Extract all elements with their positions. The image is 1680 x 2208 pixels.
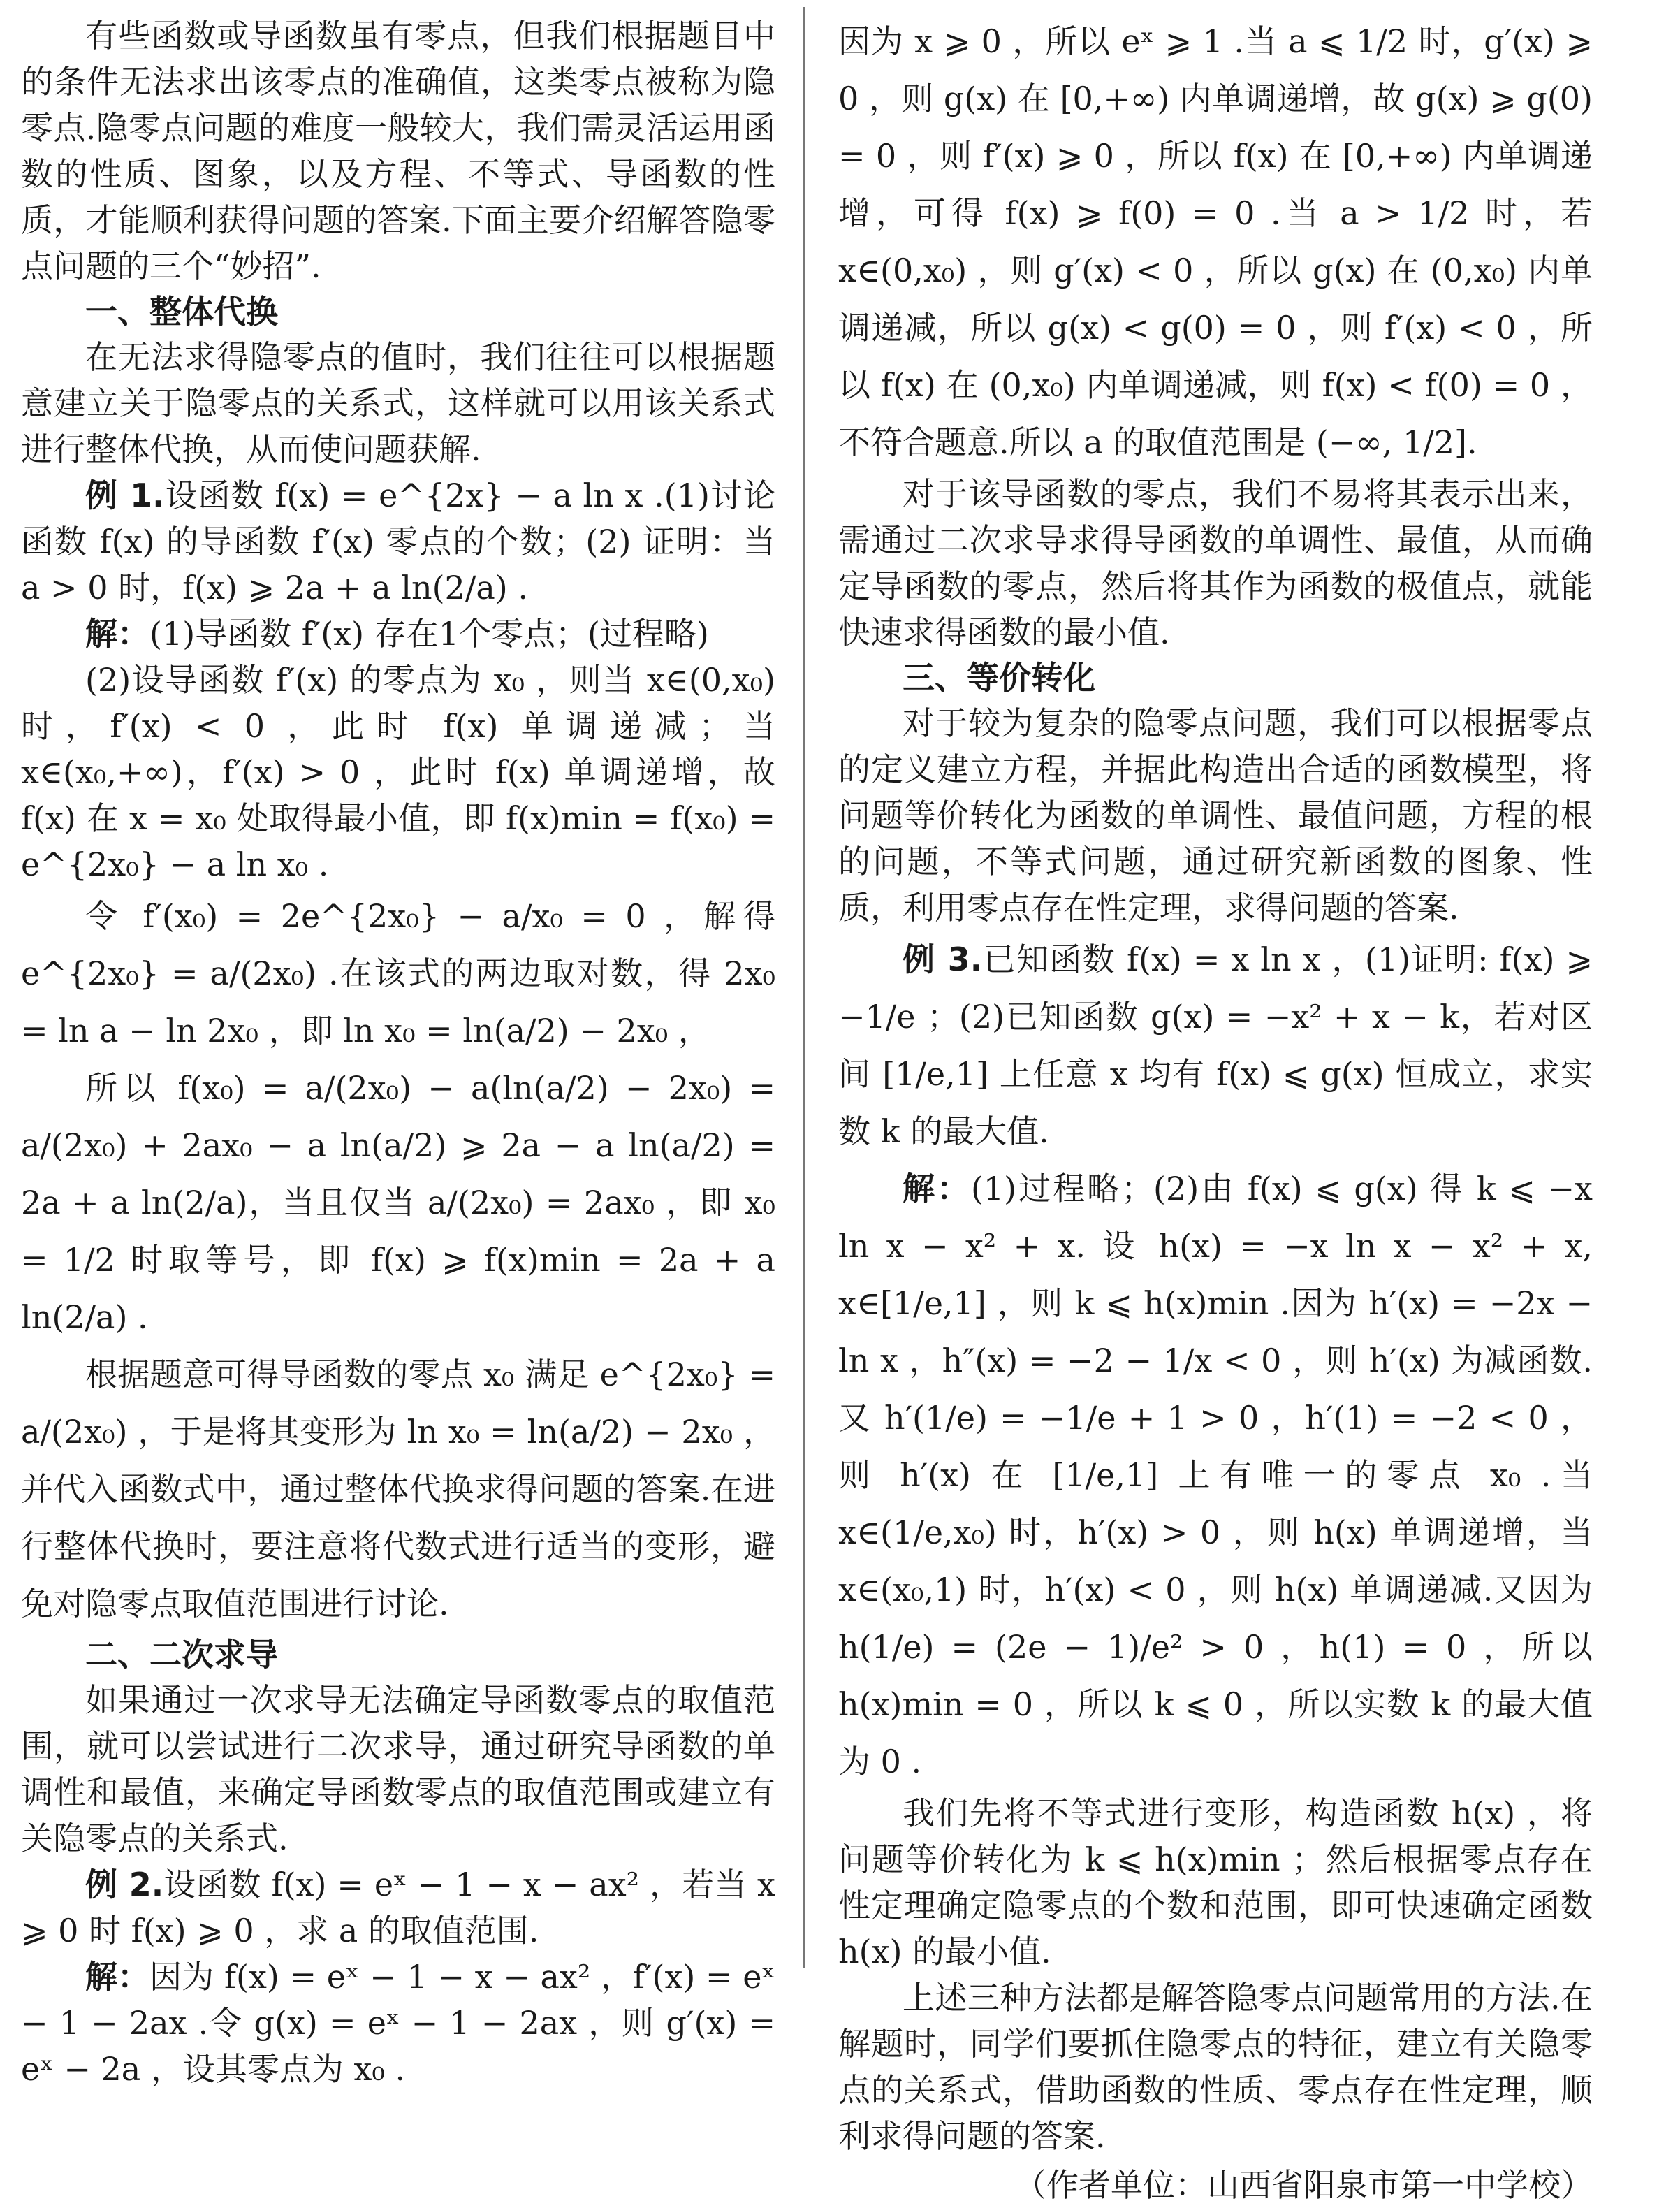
example-1-text: 设函数 f(x) = e^{2x} − a ln x .(1)讨论函数 f(x) 的导函数 f′(x) 零点的个数；(2) 证明：当 a > 0 时，f(x) ⩾ 2a + a ln(2/a) . — [21, 477, 776, 607]
example-1-label: 例 1. — [85, 477, 165, 514]
section-3-paragraph: 对于较为复杂的隐零点问题，我们可以根据零点的定义建立方程，并据此构造出合适的函数模型，将问题等价转化为函数的单调性、最值问题，方程的根的问题，不等式问题，通过研究新函数的图象、性质，利用零点存在性定理，求得问题的答案. — [838, 704, 1593, 927]
example-1 — [21, 472, 775, 611]
solution-3-label: 解： — [903, 1170, 971, 1207]
solution-1-part-2: (2)设导函数 f′(x) 的零点为 x₀ ，则当 x∈(0,x₀) 时，f′(x) < 0 ，此时 f(x) 单调递减；当 x∈(x₀,+∞)，f′(x) > 0 ，此时 f(x) 单调递增，故 f(x) 在 x = x₀ 处取得最小值，即 f(x)min = f(x₀) = e^{2x₀} − a ln x₀ . — [21, 661, 775, 883]
example-2-commentary: 对于该导函数的零点，我们不易将其表示出来，需通过二次求导求得导函数的单调性、最值，从而确定导函数的零点，然后将其作为函数的极值点，就能快速求得函数的最小值. — [838, 475, 1593, 651]
column-divider — [803, 7, 805, 1968]
author-affiliation: （作者单位：山西省阳泉市第一中学校） — [1014, 2166, 1593, 2204]
solution-2-label: 解： — [85, 1958, 150, 1996]
solution-1-label: 解： — [85, 615, 149, 653]
right-column — [838, 13, 1593, 2208]
example-2-label: 例 2. — [85, 1866, 164, 1903]
solution-1-part-4: 所以 f(x₀) = a/(2x₀) − a(ln(a/2) − 2x₀) = a/(2x₀) + 2ax₀ − a ln(a/2) ⩾ 2a − a ln(a/2) = 2a + a ln(2/a)，当且仅当 a/(2x₀) = 2ax₀ ，即 x₀ = 1/2 时取等号，即 f(x) ⩾ f(x)min = 2a + a ln(2/a) . — [21, 1069, 775, 1336]
solution-1-part-1-text: (1)导函数 f′(x) 存在1个零点；(过程略) — [149, 615, 709, 653]
intro-paragraph: 有些函数或导函数虽有零点，但我们根据题目中的条件无法求出该零点的准确值，这类零点被称为隐零点.隐零点问题的难度一般较大，我们需灵活运用函数的性质、图象，以及方程、不等式、导函数的性质，才能顺利获得问题的答案.下面主要介绍解答隐零点问题的三个“妙招”. — [21, 17, 775, 285]
solution-2-part-2: 因为 x ⩾ 0 ，所以 eˣ ⩾ 1 .当 a ⩽ 1/2 时，g′(x) ⩾ 0 ，则 g(x) 在 [0,+∞) 内单调递增，故 g(x) ⩾ g(0) = 0 ，则 f′(x) ⩾ 0 ，所以 f(x) 在 [0,+∞) 内单调递增，可得 f(x) ⩾ f(0) = 0 .当 a > 1/2 时，若 x∈(0,x₀) ，则 g′(x) < 0 ，所以 g(x) 在 (0,x₀) 内单调递减，所以 g(x) < g(0) = 0 ，则 f′(x) < 0 ，所以 f(x) 在 (0,x₀) 内单调递减，则 f(x) < f(0) = 0 ，不符合题意.所以 a 的取值范围是 (−∞, 1/2]. — [838, 22, 1593, 461]
example-1-commentary: 根据题意可得导函数的零点 x₀ 满足 e^{2x₀} = a/(2x₀) ，于是将其变形为 ln x₀ = ln(a/2) − 2x₀ ，并代入函数式中，通过整体代换求得问题的答案.在进行整体代换时，要注意将代数式进行适当的变形，避免对隐零点取值范围进行讨论. — [21, 1356, 775, 1622]
section-heading-1: 一、整体代换 — [85, 293, 278, 331]
solution-2-part-1-text: 因为 f(x) = eˣ − 1 − x − ax² ，f′(x) = eˣ − 1 − 2ax .令 g(x) = eˣ − 1 − 2ax ，则 g′(x) = eˣ − 2a ，设其零点为 x₀ . — [21, 1958, 775, 2088]
section-2-paragraph: 如果通过一次求导无法确定导函数零点的取值范围，就可以尝试进行二次求导，通过研究导函数的单调性和最值，来确定导函数零点的取值范围或建立有关隐零点的关系式. — [21, 1681, 775, 1857]
solution-3-text: (1)过程略；(2)由 f(x) ⩽ g(x) 得 k ⩽ −x ln x − x² + x. 设 h(x) = −x ln x − x² + x, x∈[1/e,1] ，则 k ⩽ h(x)min .因为 h′(x) = −2x − ln x ，h″(x) = −2 − 1/x < 0 ，则 h′(x) 为减函数.又 h′(1/e) = −1/e + 1 > 0 ，h′(1) = −2 < 0 ，则 h′(x) 在 [1/e,1] 上有唯一的零点 x₀ .当 x∈(1/e,x₀) 时，h′(x) > 0 ，则 h(x) 单调递增，当 x∈(x₀,1) 时，h′(x) < 0 ，则 h(x) 单调递减.又因为 h(1/e) = (2e − 1)/e² > 0 ，h(1) = 0 ，所以 h(x)min = 0 ，所以 k ⩽ 0 ，所以实数 k 的最大值为 0 . — [838, 1170, 1593, 1780]
example-2-text: 设函数 f(x) = eˣ − 1 − x − ax² ，若当 x ⩾ 0 时 f(x) ⩾ 0 ，求 a 的取值范围. — [21, 1866, 775, 1949]
section-1-paragraph: 在无法求得隐零点的值时，我们往往可以根据题意建立关于隐零点的关系式，这样就可以用该关系式进行整体代换，从而使问题获解. — [21, 338, 775, 468]
example-3-text: 已知函数 f(x) = x ln x ，(1)证明: f(x) ⩾ −1/e ；(2)已知函数 g(x) = −x² + x − k，若对区间 [1/e,1] 上任意 x 均有 f(x) ⩽ g(x) 恒成立，求实数 k 的最大值. — [838, 940, 1593, 1150]
section-heading-3: 三、等价转化 — [903, 659, 1095, 697]
conclusion-paragraph: 上述三种方法都是解答隐零点问题常用的方法.在解题时，同学们要抓住隐零点的特征，建立有关隐零点的关系式，借助函数的性质、零点存在性定理，顺利求得问题的答案. — [838, 1979, 1593, 2155]
solution-3 — [838, 1160, 1593, 1790]
example-3-label: 例 3. — [903, 940, 983, 978]
example-3-commentary: 我们先将不等式进行变形，构造函数 h(x) ，将问题等价转化为 k ⩽ h(x)min ；然后根据零点存在性定理确定隐零点的个数和范围，即可快速确定函数 h(x) 的最小值. — [838, 1794, 1593, 1970]
example-3 — [838, 931, 1593, 1160]
example-2 — [21, 1861, 775, 1954]
solution-1-part-1 — [21, 611, 775, 657]
solution-1-part-3: 令 f′(x₀) = 2e^{2x₀} − a/x₀ = 0 ，解得 e^{2x₀} = a/(2x₀) .在该式的两边取对数，得 2x₀ = ln a − ln 2x₀ ，即 ln x₀ = ln(a/2) − 2x₀ ， — [21, 897, 775, 1049]
left-column — [21, 13, 775, 2092]
section-heading-2: 二、二次求导 — [85, 1636, 278, 1673]
